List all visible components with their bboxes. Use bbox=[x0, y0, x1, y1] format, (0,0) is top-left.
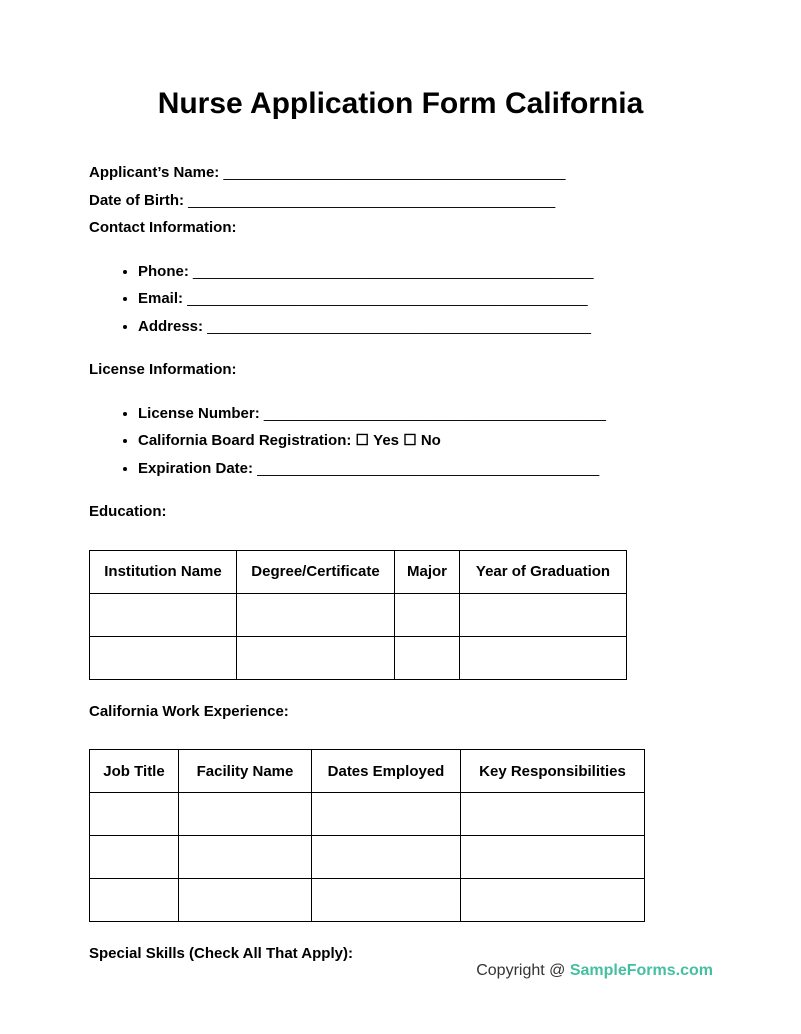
expiration-date-blank-line: _________________________________________ bbox=[257, 459, 600, 477]
applicant-name-field bbox=[89, 159, 713, 187]
email-blank-line: ________________________________________________ bbox=[187, 290, 588, 307]
expiration-date-label: Expiration Date: bbox=[138, 459, 254, 477]
applicant-name-label: Applicant’s Name: bbox=[89, 164, 220, 181]
education-cell bbox=[460, 593, 627, 636]
education-header-major: Major bbox=[395, 550, 460, 593]
page-title: Nurse Application Form California bbox=[157, 87, 644, 120]
work-experience-heading: California Work Experience: bbox=[89, 702, 289, 720]
education-cell bbox=[90, 593, 237, 636]
phone-label: Phone: bbox=[138, 262, 189, 280]
email-field bbox=[138, 285, 713, 313]
applicant-name-blank-line: _________________________________________ bbox=[223, 164, 566, 181]
expiration-date-field bbox=[138, 455, 713, 483]
date-of-birth-field bbox=[89, 187, 713, 215]
work-cell bbox=[179, 879, 312, 922]
address-blank-line: ______________________________________________ bbox=[207, 317, 591, 335]
work-cell bbox=[461, 793, 645, 836]
contact-information-heading: Contact Information: bbox=[89, 219, 237, 236]
work-cell bbox=[90, 879, 179, 922]
no-checkbox-icon[interactable]: ☐ bbox=[403, 432, 417, 449]
education-cell bbox=[90, 636, 237, 679]
license-number-field bbox=[138, 400, 713, 428]
work-row bbox=[90, 836, 645, 879]
education-heading: Education: bbox=[89, 503, 167, 520]
work-header-job-title: Job Title bbox=[90, 750, 179, 793]
date-of-birth-blank-line: ____________________________________________ bbox=[188, 191, 556, 209]
work-cell bbox=[179, 793, 312, 836]
sampleforms-link[interactable]: SampleForms.com bbox=[569, 962, 713, 979]
special-skills-heading: Special Skills (Check All That Apply): bbox=[89, 945, 353, 962]
license-number-blank-line: _________________________________________ bbox=[263, 404, 606, 422]
education-header-year: Year of Graduation bbox=[460, 550, 627, 593]
work-header-responsibilities: Key Responsibilities bbox=[461, 750, 645, 793]
education-table bbox=[89, 550, 627, 680]
copyright-text: Copyright @ bbox=[476, 962, 566, 979]
phone-blank-line: ________________________________________________ bbox=[193, 262, 594, 280]
no-option-label: No bbox=[420, 432, 441, 449]
date-of-birth-label: Date of Birth: bbox=[89, 191, 184, 209]
work-cell bbox=[179, 836, 312, 879]
address-label: Address: bbox=[138, 317, 204, 335]
education-cell bbox=[395, 593, 460, 636]
education-row bbox=[90, 636, 627, 679]
phone-field bbox=[138, 258, 713, 286]
license-number-label: License Number: bbox=[138, 404, 260, 422]
work-header-row bbox=[90, 750, 645, 793]
education-cell bbox=[395, 636, 460, 679]
yes-checkbox-icon[interactable]: ☐ bbox=[355, 432, 369, 449]
license-list bbox=[89, 400, 713, 483]
address-field bbox=[138, 313, 713, 341]
education-cell bbox=[237, 636, 395, 679]
education-row bbox=[90, 593, 627, 636]
work-row bbox=[90, 793, 645, 836]
education-header-degree: Degree/Certificate bbox=[237, 550, 395, 593]
education-cell bbox=[237, 593, 395, 636]
work-cell bbox=[461, 836, 645, 879]
license-information-heading: License Information: bbox=[89, 361, 237, 378]
work-cell bbox=[461, 879, 645, 922]
board-registration-field bbox=[138, 427, 713, 455]
work-header-facility: Facility Name bbox=[179, 750, 312, 793]
work-cell bbox=[312, 793, 461, 836]
education-cell bbox=[460, 636, 627, 679]
work-cell bbox=[312, 836, 461, 879]
work-header-dates: Dates Employed bbox=[312, 750, 461, 793]
work-row bbox=[90, 879, 645, 922]
email-label: Email: bbox=[138, 290, 184, 307]
work-cell bbox=[90, 793, 179, 836]
form-content bbox=[0, 122, 801, 968]
work-cell bbox=[312, 879, 461, 922]
work-cell bbox=[90, 836, 179, 879]
contact-list bbox=[89, 258, 713, 341]
work-experience-table bbox=[89, 749, 645, 922]
education-header-institution: Institution Name bbox=[90, 550, 237, 593]
education-header-row bbox=[90, 550, 627, 593]
footer bbox=[476, 962, 713, 980]
yes-option-label: Yes bbox=[373, 432, 400, 449]
board-registration-label: California Board Registration: bbox=[138, 432, 352, 449]
